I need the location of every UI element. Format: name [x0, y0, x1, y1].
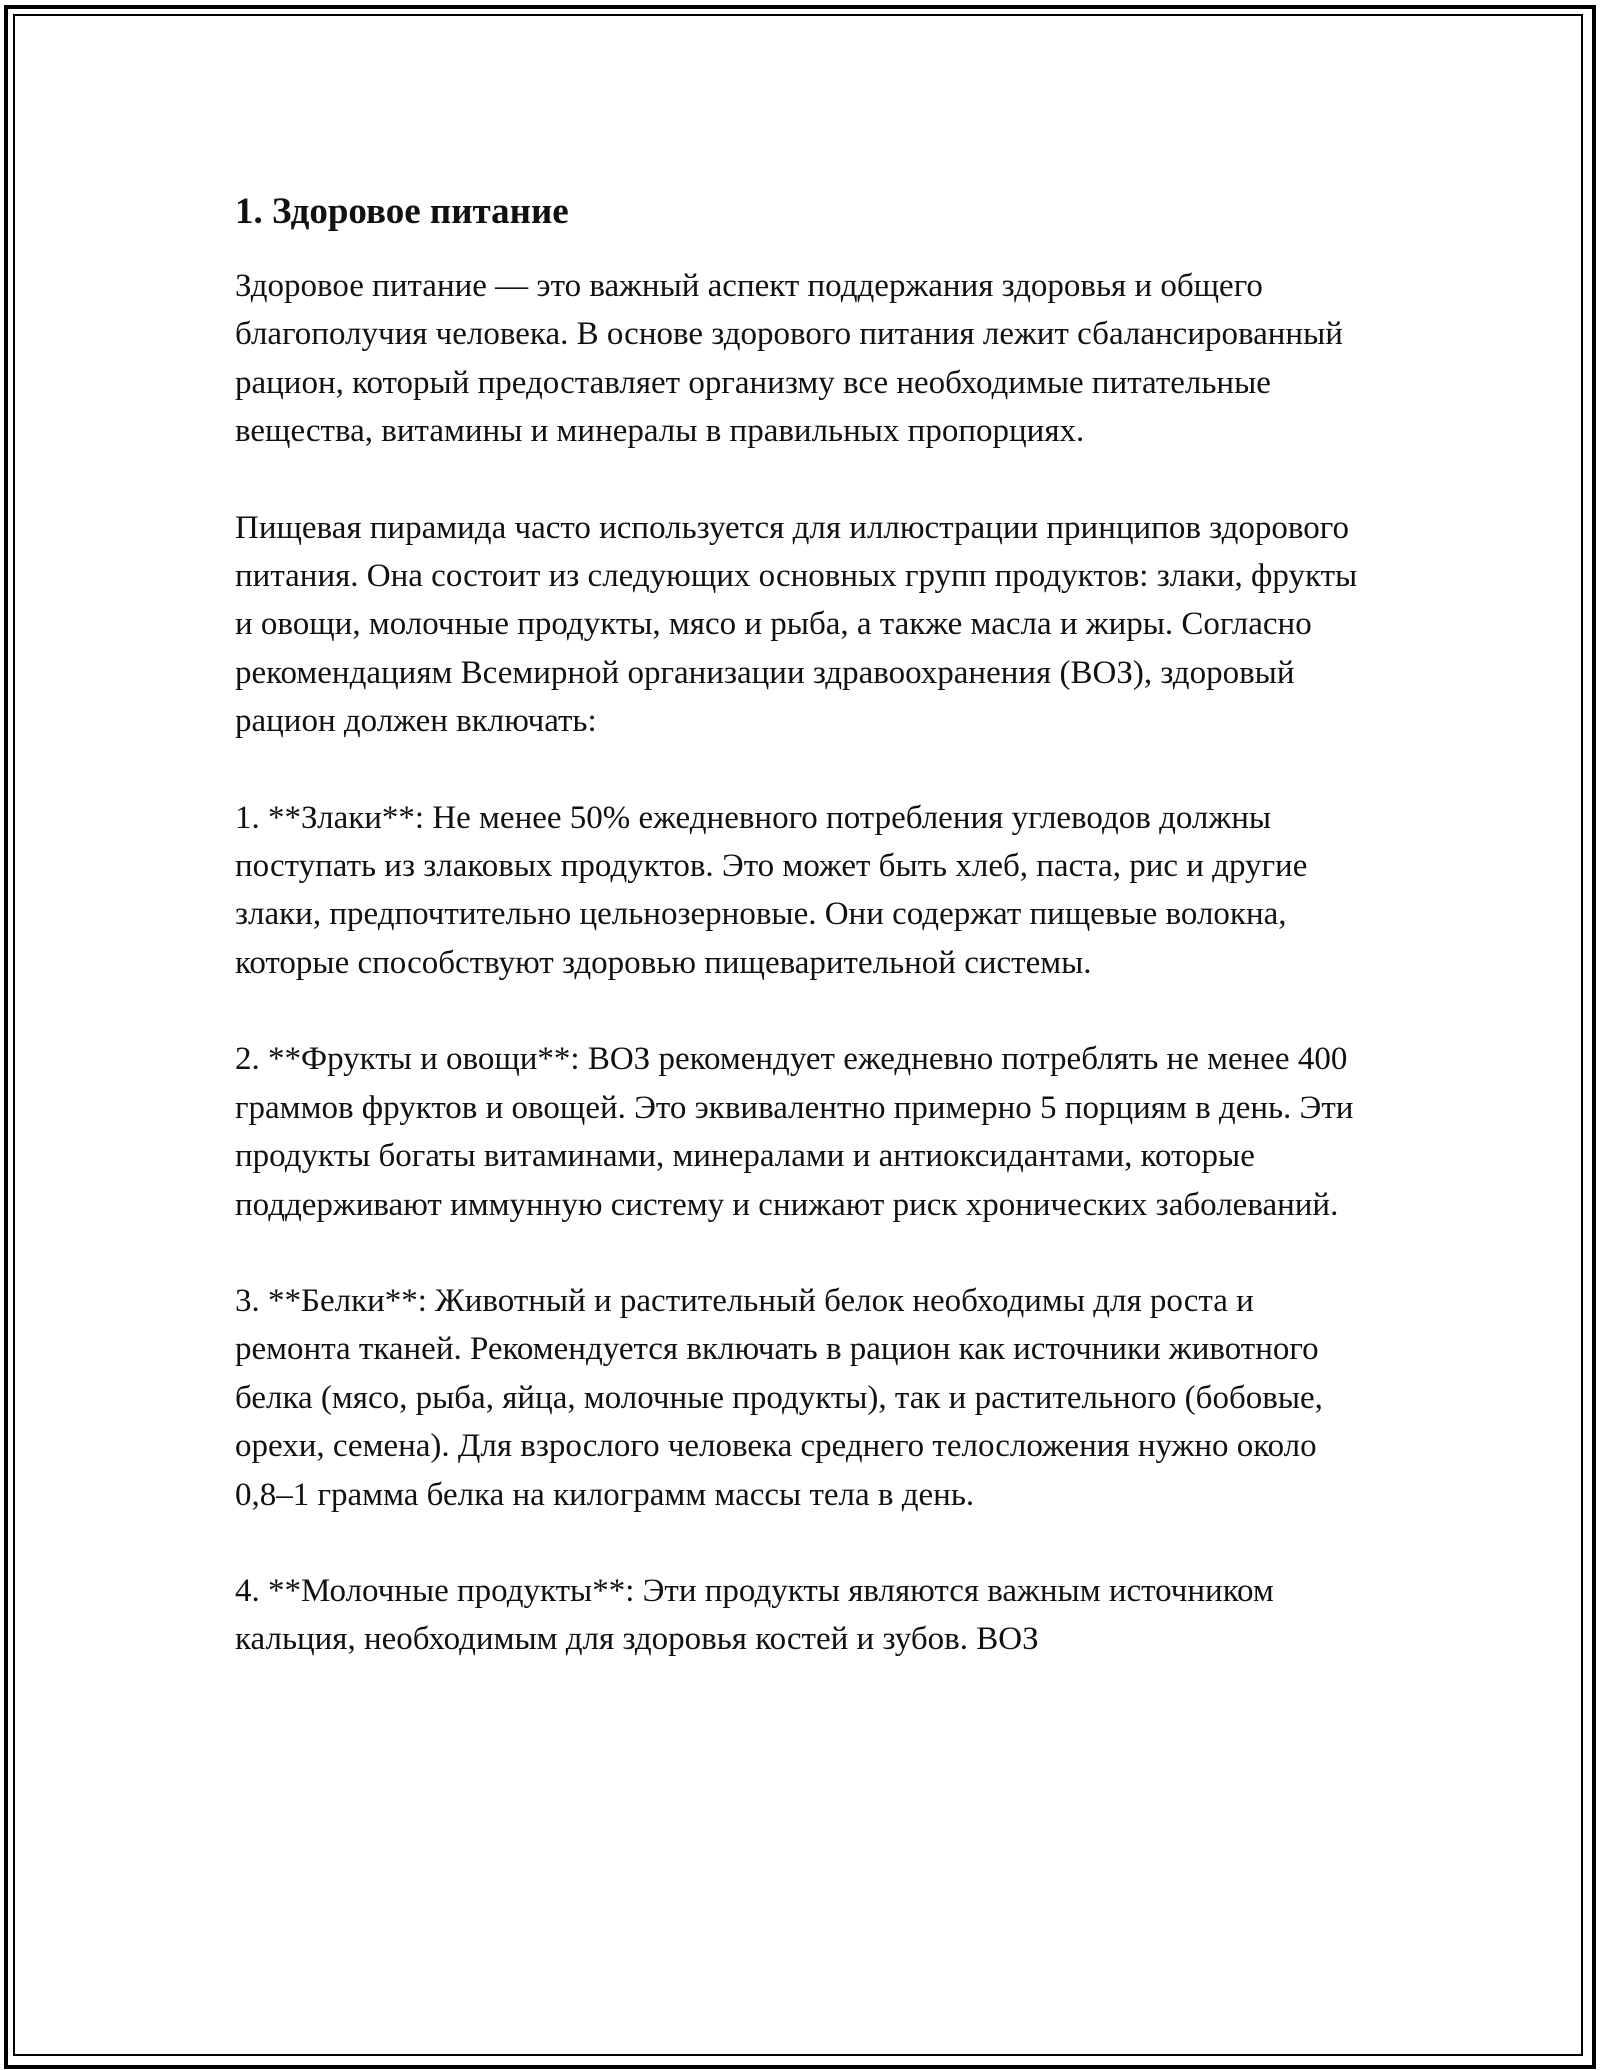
list-item-dairy: 4. **Молочные продукты**: Эти продукты являются важным источником кальция, необходимым для здоровья костей и зубов. ВОЗ — [235, 1572, 1274, 1658]
paragraph-food-pyramid: Пищевая пирамида часто используется для иллюстрации принципов здорового питания. Она состоит из следующих основных групп продуктов: злаки, фрукты и овощи, молочные продукты, мясо и рыба, а также масла и жиры. Согласно рекомендациям Всемирной организации здравоохранения (ВОЗ), здоровый рацион должен включать: — [235, 509, 1358, 740]
list-item-fruits-vegetables: 2. **Фрукты и овощи**: ВОЗ рекомендует ежедневно потреблять не менее 400 граммов фруктов и овощей. Это эквивалентно примерно 5 порциям в день. Эти продукты богаты витаминами, минералами и антиоксидантами, которые поддерживают иммунную систему и снижают риск хронических заболеваний. — [235, 1041, 1354, 1223]
document-page — [235, 186, 1375, 1712]
paragraph-intro: Здоровое питание — это важный аспект поддержания здоровья и общего благополучия человека. В основе здорового питания лежит сбалансированный рацион, который предоставляет организму все необходимые питательные вещества, витамины и минералы в правильных пропорциях. — [235, 268, 1343, 450]
section-heading: 1. Здоровое питание — [235, 191, 569, 232]
list-item-grains: 1. **Злаки**: Не менее 50% ежедневного потребления углеводов должны поступать из злаковых продуктов. Это может быть хлеб, паста, рис и другие злаки, предпочтительно цельнозерновые. Они содержат пищевые волокна, которые способствуют здоровью пищеварительной системы. — [235, 799, 1308, 981]
list-item-proteins: 3. **Белки**: Животный и растительный белок необходимы для роста и ремонта тканей. Рекомендуется включать в рацион как источники животного белка (мясо, рыба, яйца, молочные продукты), так и растительного (бобовые, орехи, семена). Для взрослого человека среднего телосложения нужно около 0,8–1 грамма белка на килограмм массы тела в день. — [235, 1282, 1323, 1513]
